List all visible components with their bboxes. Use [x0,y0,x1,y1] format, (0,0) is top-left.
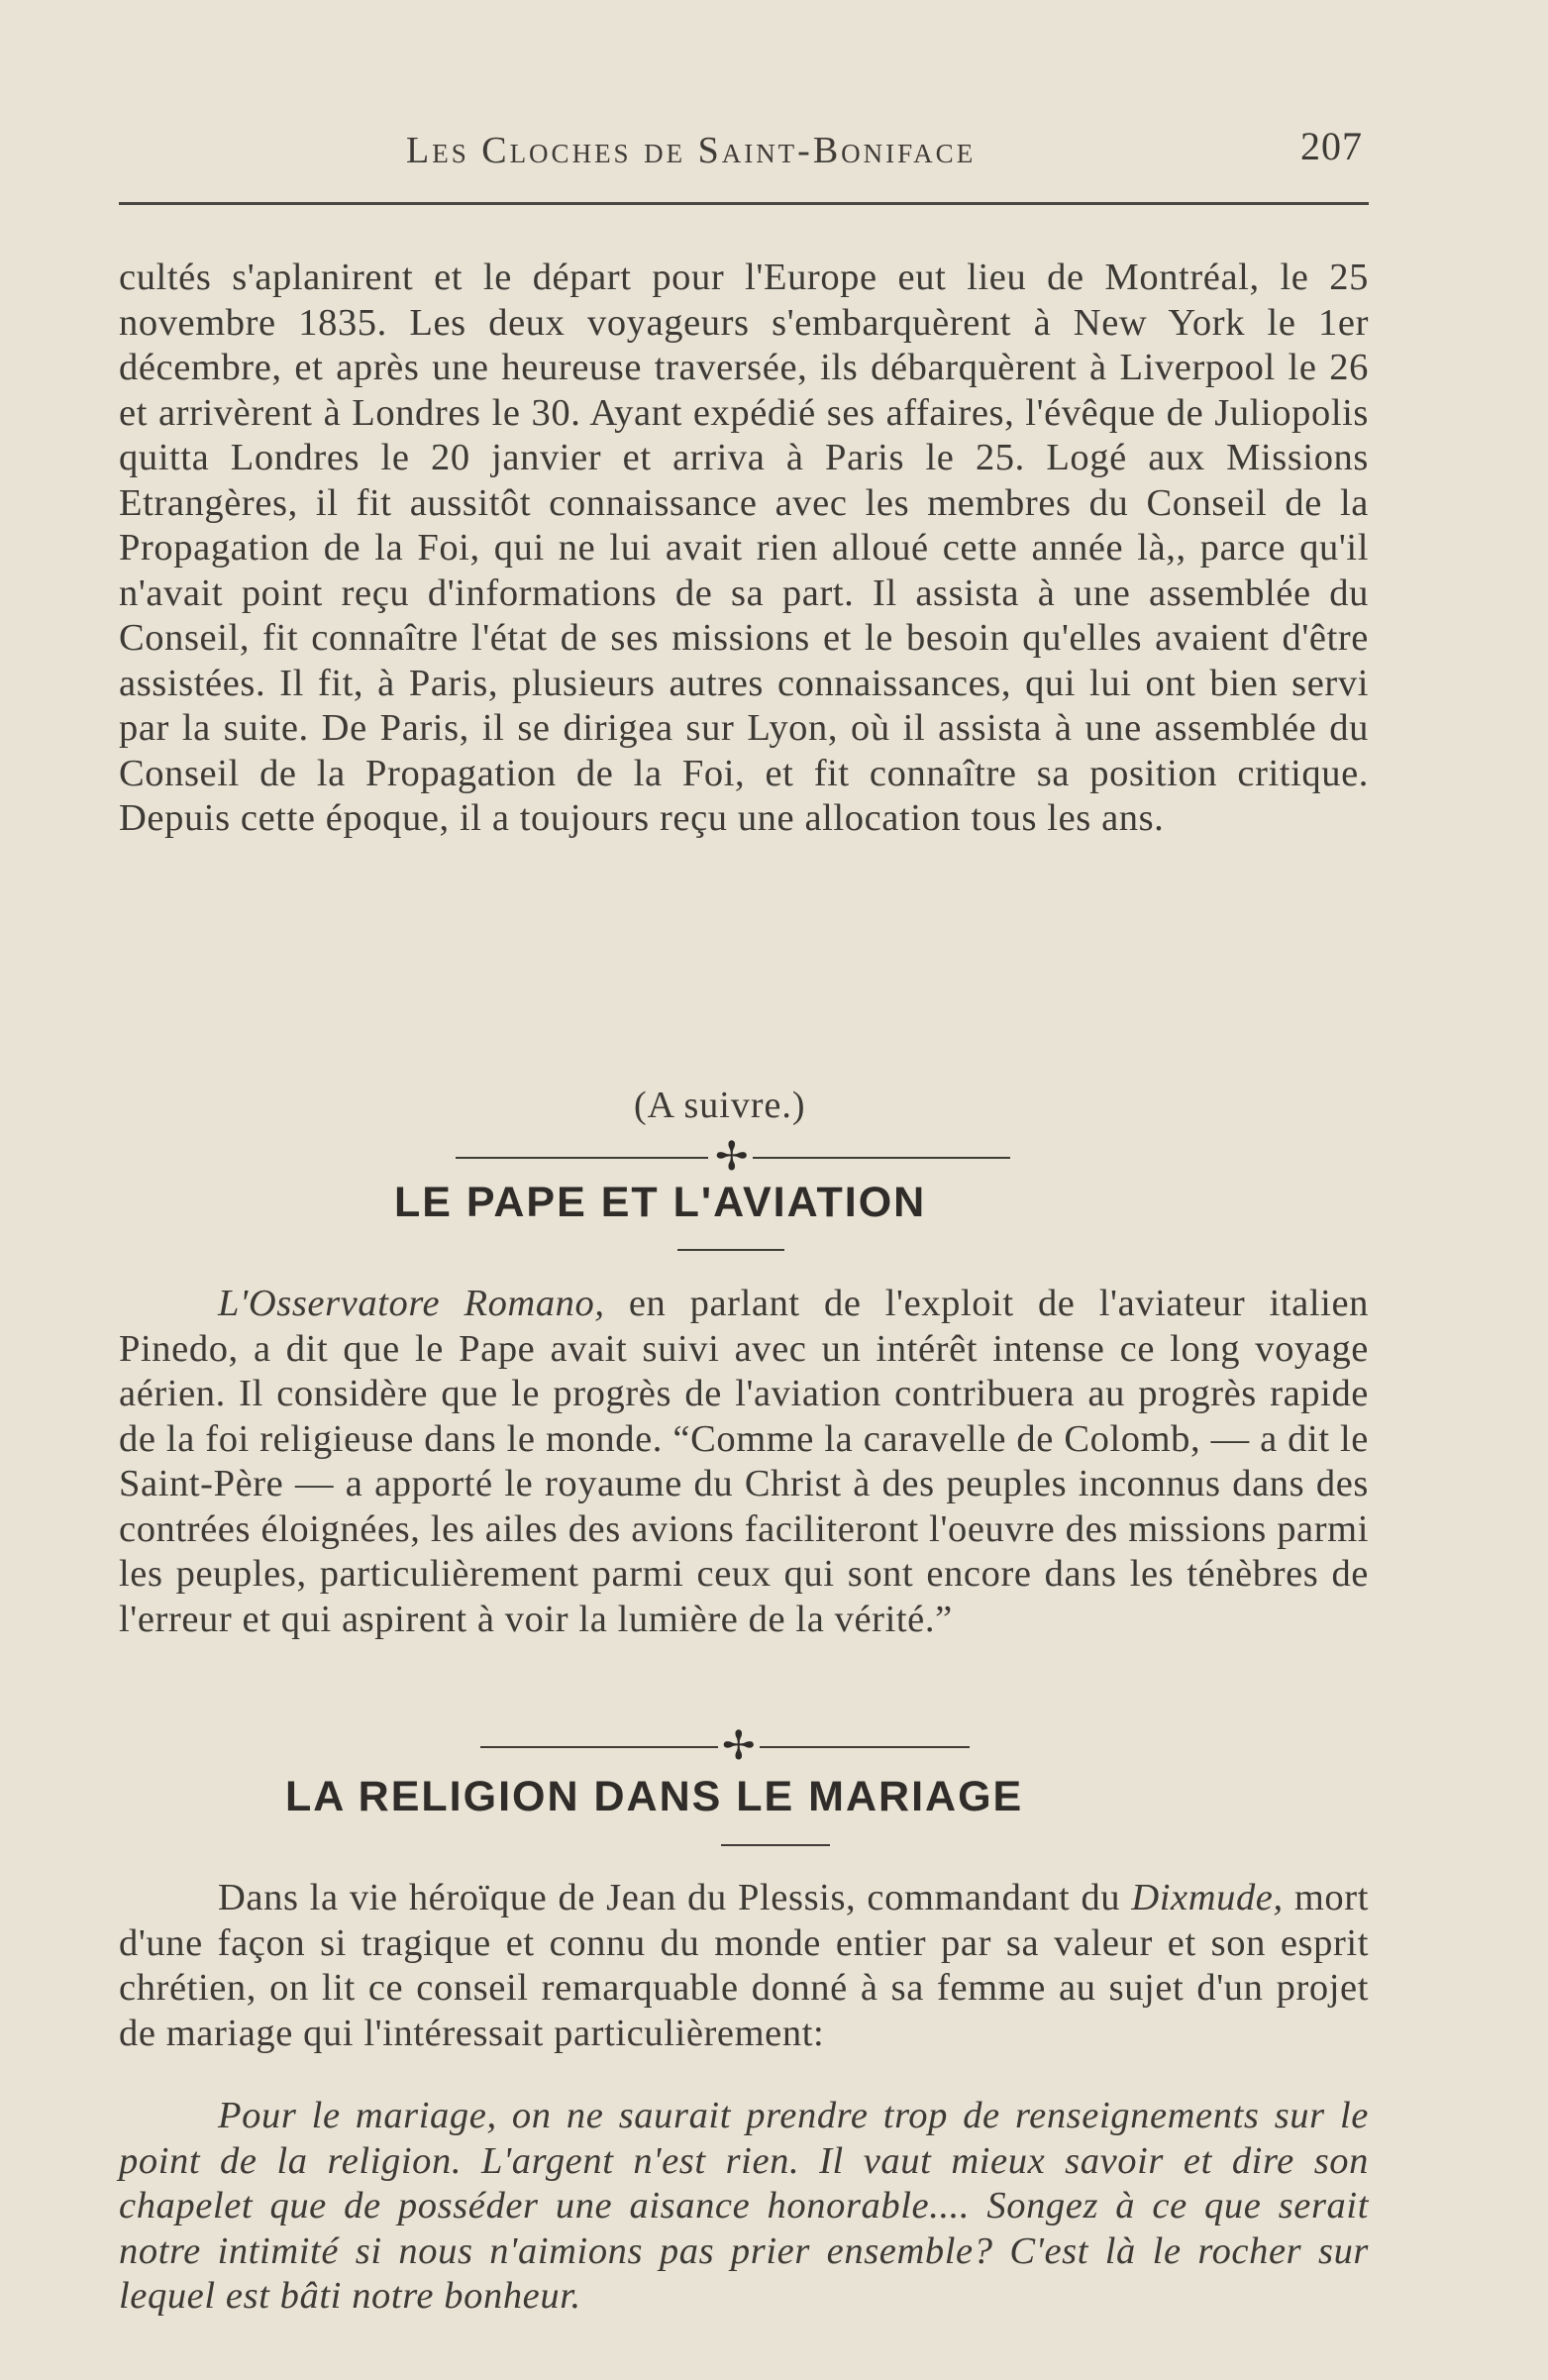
article3-title: LA RELIGION DANS LE MARIAGE [285,1773,1024,1820]
cross-icon: ✢ [722,1723,756,1769]
article3-text-end: mort d'une façon si tragique et connu du monde entier par sa valeur et son esprit chrétien, on lit ce conseil remarquable donné à sa femme au sujet d'un projet de mariage qui l'intéressait particulièrement: [119,1877,1369,2054]
article3-text-start: Dans la vie héroïque de Jean du Plessis, commandant du [218,1877,1132,1918]
running-header [119,117,1369,176]
separator-line [753,1157,1010,1159]
separator-line [456,1157,708,1159]
section-separator [480,1723,1174,1769]
section-separator [456,1134,1149,1180]
article1-paragraph: cultés s'aplanirent et le départ pour l'Europe eut lieu de Montréal, le 25 novembre 1835. Les deux voyageurs s'embarquèrent à New York le 1er décembre, et après une heureuse traversée, ils débarquèrent à Liverpool le 26 et arrivèrent à Londres le 30. Ayant expédié ses affaires, l'évêque de Juliopolis quitta Londres le 20 janvier et arriva à Paris le 25. Logé aux Missions Etrangères, il fit aussitôt connaissance avec les membres du Conseil de la Propagation de la Foi, qui ne lui avait rien alloué cette année là,, parce qu'il n'avait point reçu d'informations de sa part. Il assista à une assemblée du Conseil, fit connaître l'état de ses missions et le besoin qu'elles avaient d'être assistées. Il fit, à Paris, plusieurs autres connaissances, qui lui ont bien servi par la suite. De Paris, il se dirigea sur Lyon, où il assista à une assemblée du Conseil de la Propagation de la Foi, et fit connaître sa position critique. Depuis cette époque, il a toujours reçu une allocation tous les ans. [119,257,1369,839]
letter-quote: Pour le mariage, on ne saurait prendre trop de renseignements sur le point de la religion. L'argent n'est rien. Il vaut mieux savoir et dire son chapelet que de posséder une aisance honorable.... Songez à ce que serait notre intimité si nous n'aimions pas prier ensemble? C'est là le rocher sur lequel est bâti notre bonheur. [119,2095,1369,2317]
cross-icon: ✢ [715,1134,749,1180]
article2-title: LE PAPE ET L'AVIATION [394,1179,927,1226]
title-rule [721,1844,830,1846]
newspaper-name: L'Osservatore Romano, [218,1283,605,1324]
article3-paragraph [119,1876,1369,2056]
article2-text: en parlant de l'exploit de l'aviateur italien Pinedo, a dit que le Pape avait suivi avec un intérêt intense ce long voyage aérien. Il considère que le progrès de l'aviation contribuera au progrès rapide de la foi religieuse dans le monde. “Comme la caravelle de Colomb, — a dit le Saint-Père — a apporté le royaume du Christ à des peuples inconnus dans des contrées éloignées, les ailes des avions faciliteront l'oeuvre des missions parmi les peuples, particulièrement parmi ceux qui sont encore dans les ténèbres de l'erreur et qui aspirent à voir la lumière de la vérité.” [119,1283,1369,1640]
page [119,117,1369,2317]
continued-note: (A suivre.) [634,1085,806,1126]
title-rule [677,1249,784,1251]
separator-line [760,1746,970,1748]
article2-paragraph [119,1282,1369,1642]
page-number: 207 [1300,124,1363,168]
ship-name: Dixmude, [1131,1877,1284,1918]
journal-title: Les Cloches de Saint-Boniface [406,130,977,171]
separator-line [480,1746,718,1748]
header-rule [119,202,1369,205]
